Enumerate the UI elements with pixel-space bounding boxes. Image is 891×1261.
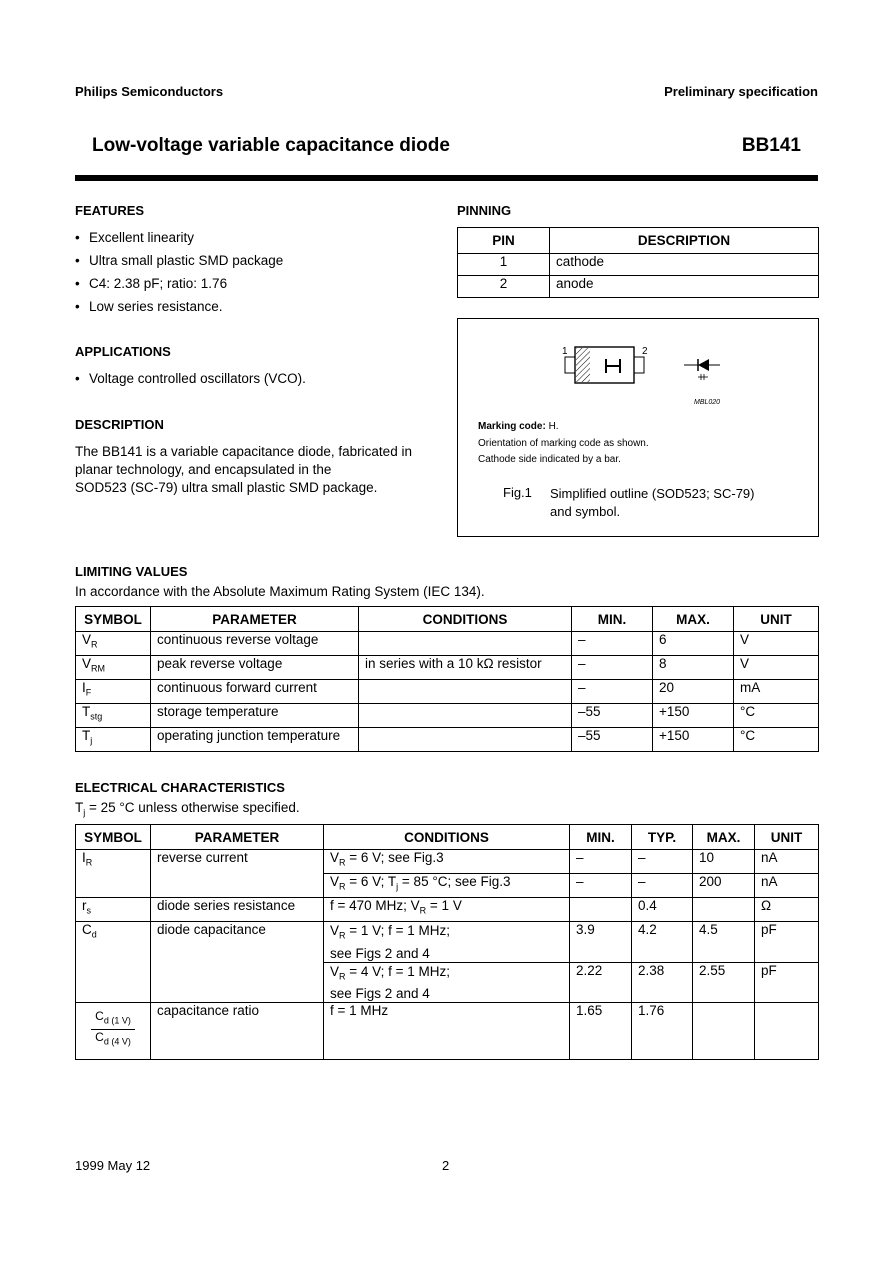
pin-description: cathode [550,254,819,276]
parameter-cell: diode capacitance [151,922,324,1003]
table-row [76,704,819,728]
applications-heading: APPLICATIONS [75,344,171,359]
min-cell: 3.9 [570,922,632,963]
capacitance-ratio-fraction [91,1009,135,1049]
column-header: MAX. [653,607,734,632]
pin2-label: 2 [642,346,648,357]
unit-cell: °C [734,728,819,752]
conditions-cell [324,874,570,898]
pin2-lead [634,357,644,373]
unit-cell: °C [734,704,819,728]
subtitle-text: = 25 °C unless otherwise specified. [85,800,300,815]
column-header: TYP. [632,825,693,850]
min-cell: 1.65 [570,1003,632,1060]
max-cell: 8 [653,656,734,680]
symbol-cell [76,1003,151,1060]
page-title: Low-voltage variable capacitance diode [92,135,450,156]
min-cell: – [570,850,632,874]
min-cell: –55 [572,728,653,752]
subtitle-symbol: T [75,800,84,815]
document-status: Preliminary specification [664,84,818,99]
column-header: CONDITIONS [359,607,572,632]
cond-symbol-sub: R [339,930,346,941]
unit-cell: nA [755,850,819,874]
list-item: • C4: 2.38 pF; ratio: 1.76 [75,275,435,298]
max-cell [693,898,755,922]
cond-text: = 4 V; f = 1 MHz; [345,963,451,979]
column-header: SYMBOL [76,607,151,632]
drawing-reference: MBL020 [694,399,721,406]
cond-text: = 6 V; T [345,874,397,889]
typ-cell: 1.76 [632,1003,693,1060]
typ-cell: 0.4 [632,898,693,922]
marking-code-value: H. [545,421,559,432]
pin-number: 1 [458,254,550,276]
symbol-sub: F [85,687,92,698]
pin1-label: 1 [562,346,568,357]
column-header: UNIT [734,607,819,632]
max-cell: +150 [653,704,734,728]
description-text [75,443,445,497]
cond-symbol-sub: R [339,857,346,868]
unit-cell: pF [755,962,819,1003]
table-row [76,898,819,922]
symbol-cell [76,680,151,704]
unit-cell: V [734,632,819,656]
cond-symbol-sub: j [396,881,399,892]
description-line: The BB141 is a variable capacitance diode, fabricated in [75,444,412,459]
parameter-cell: continuous reverse voltage [151,632,359,656]
title-rule [75,175,818,181]
description-line: planar technology, and encapsulated in the [75,462,332,477]
symbol-cell [76,632,151,656]
column-header: SYMBOL [76,825,151,850]
figure-caption-line: and symbol. [550,504,621,519]
subtitle-symbol-sub: j [83,807,86,818]
table-row [76,728,819,752]
symbol-sub: stg [90,711,103,722]
cond-text: = 1 V; f = 1 MHz; [345,923,451,938]
orientation-note: Orientation of marking code as shown. [478,438,649,449]
min-cell [570,898,632,922]
list-item: • Voltage controlled oscillators (VCO). [75,370,435,393]
figure-number: Fig.1 [503,485,532,500]
cond-text: f = 470 MHz; V [330,898,420,913]
list-item: • Low series resistance. [75,298,435,321]
column-header: MAX. [693,825,755,850]
symbol-main: T [82,728,91,743]
list-item: • Excellent linearity [75,229,435,252]
typ-cell: 4.2 [632,922,693,963]
symbol-sub: j [90,735,93,746]
conditions-cell [359,728,572,752]
symbol-main: V [82,632,92,647]
max-cell [693,1003,755,1060]
max-cell: 4.5 [693,922,755,963]
symbol-cell [76,850,151,898]
unit-cell: nA [755,874,819,898]
list-item: • Ultra small plastic SMD package [75,252,435,275]
max-cell: 200 [693,874,755,898]
symbol-sub: s [86,905,91,916]
symbol-main: I [82,680,86,695]
electrical-subtitle [75,800,300,818]
table-row [76,922,819,963]
conditions-cell [324,850,570,874]
symbol-main: T [82,704,91,719]
max-cell: 10 [693,850,755,874]
figure-caption [550,485,754,521]
symbol-cell [76,922,151,1003]
marking-code [478,419,559,435]
unit-cell: pF [755,922,819,963]
conditions-cell [359,680,572,704]
cond-symbol: V [330,850,340,865]
cond-symbol: V [330,874,340,889]
symbol-sub: d [91,929,97,940]
conditions-cell [359,704,572,728]
cond-symbol-sub: R [339,881,346,892]
pin-description: anode [550,276,819,298]
symbol-main: C [95,1029,104,1044]
symbol-main: I [82,850,86,865]
max-cell: 6 [653,632,734,656]
pin-column-header: PIN [458,228,550,254]
limiting-values-subtitle: In accordance with the Absolute Maximum Rating System (IEC 134). [75,584,485,599]
symbol-main: C [95,1009,104,1024]
conditions-cell [324,962,570,1003]
cathode-note: Cathode side indicated by a bar. [478,454,621,465]
company-name: Philips Semiconductors [75,84,224,99]
table-row [76,632,819,656]
parameter-cell: capacitance ratio [151,1003,324,1060]
symbol-sub: RM [91,663,106,674]
conditions-cell [359,632,572,656]
description-column-header: DESCRIPTION [550,228,819,254]
table-row [458,276,819,298]
description-line: SOD523 (SC-79) ultra small plastic SMD package. [75,480,378,495]
column-header: PARAMETER [151,825,324,850]
min-cell: – [570,874,632,898]
page-number: 2 [442,1158,450,1173]
symbol-cell [76,704,151,728]
cond-text: see Figs 2 and 4 [330,945,430,961]
cond-text: see Figs 2 and 4 [330,986,430,1002]
typ-cell: – [632,874,693,898]
parameter-cell: continuous forward current [151,680,359,704]
conditions-cell [324,922,570,963]
max-cell: 2.55 [693,962,755,1003]
symbol-main: C [82,922,92,937]
max-cell: 20 [653,680,734,704]
cond-symbol-sub: R [339,971,346,982]
package-outline-diagram [458,319,818,429]
figure-box [457,318,819,537]
applications-list [75,370,435,393]
min-cell: 2.22 [570,962,632,1003]
parameter-cell: peak reverse voltage [151,656,359,680]
figure-caption-line: Simplified outline (SOD523; SC-79) [550,486,755,501]
unit-cell: Ω [755,898,819,922]
symbol-cell [76,898,151,922]
pinning-heading: PINNING [457,203,512,218]
cathode-bar [576,348,590,382]
column-header: UNIT [755,825,819,850]
symbol-sub: R [85,857,93,868]
typ-cell: 2.38 [632,962,693,1003]
cond-symbol-sub: R [419,905,427,916]
column-header: MIN. [570,825,632,850]
conditions-cell: f = 1 MHz [324,1003,570,1060]
parameter-cell: reverse current [151,850,324,898]
column-header: CONDITIONS [324,825,570,850]
cond-text: = 85 °C; see Fig.3 [398,874,511,889]
table-row [76,850,819,874]
table-row [458,254,819,276]
unit-cell: mA [734,680,819,704]
diode-symbol [684,359,720,380]
part-number: BB141 [741,135,801,156]
column-header: MIN. [572,607,653,632]
unit-cell [755,1003,819,1060]
electrical-table [75,824,819,1060]
fraction-numerator [91,1009,135,1029]
symbol-cell [76,728,151,752]
unit-cell: V [734,656,819,680]
limiting-values-heading: LIMITING VALUES [75,564,188,579]
pinning-table [457,227,819,298]
symbol-sub: d (1 V) [103,1015,131,1026]
marking-code-label: Marking code: [478,421,546,432]
min-cell: – [572,656,653,680]
parameter-cell: operating junction temperature [151,728,359,752]
symbol-main: V [82,656,92,671]
max-cell: +150 [653,728,734,752]
footer-date: 1999 May 12 [75,1158,151,1173]
features-heading: FEATURES [75,203,145,218]
table-row [76,656,819,680]
min-cell: –55 [572,704,653,728]
table-row [76,1003,819,1060]
fraction-denominator [91,1030,135,1049]
cond-text: = 6 V; see Fig.3 [345,850,444,865]
column-header: PARAMETER [151,607,359,632]
electrical-heading: ELECTRICAL CHARACTERISTICS [75,780,285,795]
symbol-sub: R [91,639,98,650]
features-list [75,229,435,321]
cond-symbol: V [330,963,340,979]
typ-cell: – [632,850,693,874]
symbol-main: r [82,898,87,913]
pin-number: 2 [458,276,550,298]
description-heading: DESCRIPTION [75,417,164,432]
table-row [76,680,819,704]
min-cell: – [572,632,653,656]
limiting-values-table [75,606,819,752]
parameter-cell: storage temperature [151,704,359,728]
parameter-cell: diode series resistance [151,898,324,922]
pin1-lead [565,357,575,373]
conditions-cell [324,898,570,922]
symbol-sub: d (4 V) [103,1036,131,1047]
cond-symbol: V [330,923,340,938]
cond-text: = 1 V [426,898,462,913]
conditions-cell: in series with a 10 kΩ resistor [359,656,572,680]
symbol-cell [76,656,151,680]
min-cell: – [572,680,653,704]
